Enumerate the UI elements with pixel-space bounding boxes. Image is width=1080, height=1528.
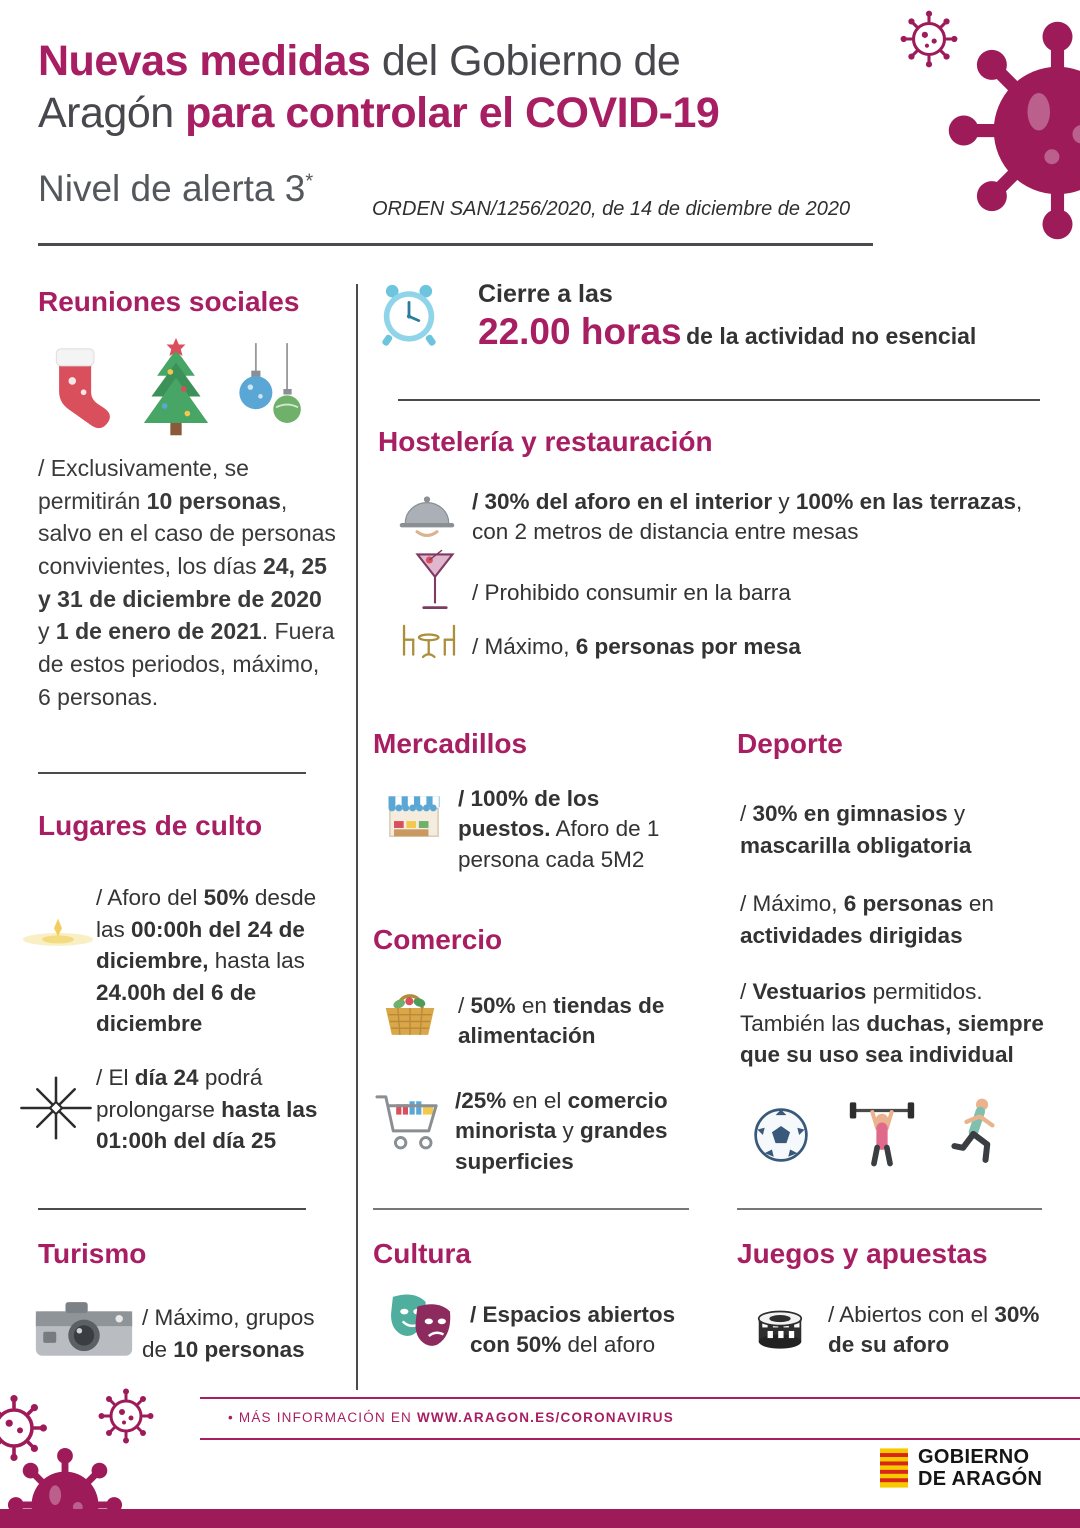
left-divider-2 xyxy=(38,1208,306,1210)
football-icon xyxy=(752,1106,810,1164)
cloche-icon xyxy=(396,490,458,540)
theater-masks-icon xyxy=(380,1292,458,1354)
mercadillos-item-1: / 100% de los puestos. Aforo de 1 persona cada 5M2 xyxy=(458,786,660,872)
ornaments-icon xyxy=(232,340,310,438)
section-title-culto: Lugares de culto xyxy=(38,810,263,841)
closure-line1: Cierre a las xyxy=(478,280,613,308)
stocking-icon xyxy=(44,342,110,434)
shopping-cart-icon xyxy=(374,1082,448,1162)
deporte-item-3: / Vestuarios permitidos. También las duchas, siempre que su uso sea individual xyxy=(740,979,1044,1067)
weightlifting-icon xyxy=(846,1096,918,1170)
closure-suffix: de la actividad no esencial xyxy=(686,323,977,349)
logo-text xyxy=(918,1446,1042,1490)
section-title-hosteleria: Hostelería y restauración xyxy=(378,426,713,457)
footer-rule-bottom xyxy=(200,1438,1080,1440)
market-stall-icon xyxy=(383,790,445,848)
reuniones-body: / Exclusivamente, se permitirán 10 personas, salvo en el caso de personas convivientes, los días 24, 25 y 31 de diciembre de 2020 y 1 de enero de 2021. Fuera de estos periodos, máximo, 6 personas. xyxy=(38,455,336,710)
runner-icon xyxy=(946,1096,1006,1172)
deporte-item-1: / 30% en gimnasios y mascarilla obligatoria xyxy=(740,801,972,858)
culto-item-2: / El día 24 podrá prolongarse hasta las 01:00h del día 25 xyxy=(96,1065,318,1153)
alarm-clock-icon xyxy=(374,278,444,352)
header-rule xyxy=(38,243,873,246)
virus-outline-icon xyxy=(96,1386,156,1446)
star-icon xyxy=(20,1072,92,1144)
footer-info-prefix: MÁS INFORMACIÓN EN xyxy=(238,1410,417,1425)
left-divider-1 xyxy=(38,772,306,774)
footer-info-url[interactable]: WWW.ARAGON.ES/CORONAVIRUS xyxy=(416,1410,674,1425)
alert-level xyxy=(38,168,313,210)
footer-rule-top xyxy=(200,1397,1080,1399)
hosteleria-item-1: / 30% del aforo en el interior y 100% en las terrazas, con 2 metros de distancia entre mesas xyxy=(472,489,1023,545)
basket-icon xyxy=(379,984,441,1040)
section-title-comercio: Comercio xyxy=(373,924,503,955)
footer-bullet: • xyxy=(228,1410,234,1425)
section-title-mercadillos: Mercadillos xyxy=(373,728,528,759)
christmas-tree-icon xyxy=(126,336,226,440)
closure-banner xyxy=(478,280,1048,353)
hosteleria-item-2: / Prohibido consumir en la barra xyxy=(472,580,791,605)
juegos-item-1: / Abiertos con el 30% de su aforo xyxy=(828,1302,1040,1358)
gobierno-aragon-logo xyxy=(880,1446,1042,1490)
cultura-item-1: / Espacios abiertos con 50% del aforo xyxy=(470,1302,676,1358)
virus-solid-icon xyxy=(945,18,1080,243)
aragon-flag-icon xyxy=(880,1447,908,1489)
closure-line2 xyxy=(478,311,1048,353)
hosteleria-item-3: / Máximo, 6 personas por mesa xyxy=(472,634,801,659)
cocktail-icon xyxy=(414,548,456,614)
section-title-deporte: Deporte xyxy=(737,728,843,759)
deporte-item-2: / Máximo, 6 personas en actividades dirigidas xyxy=(740,891,994,948)
section-title-juegos: Juegos y apuestas xyxy=(737,1238,988,1269)
closure-time: 22.00 horas xyxy=(478,311,682,352)
comercio-item-2: /25% en el comercio minorista y grandes superficies xyxy=(455,1088,668,1174)
section-title-cultura: Cultura xyxy=(373,1238,471,1269)
comercio-item-1: / 50% en tiendas de alimentación xyxy=(458,993,665,1049)
camera-icon xyxy=(34,1296,134,1360)
right-divider xyxy=(737,1208,1042,1210)
closure-rule xyxy=(398,399,1040,401)
page-title-line1: Nuevas medidas del Gobierno de xyxy=(38,37,681,85)
footer-info xyxy=(228,1410,674,1425)
vertical-divider xyxy=(356,284,358,1390)
culto-item-1: / Aforo del 50% desde las 00:00h del 24 de diciembre, hasta las 24.00h del 6 de diciembre xyxy=(96,885,317,1036)
poker-chips-icon xyxy=(748,1292,812,1354)
page-title xyxy=(38,36,878,139)
bottom-bar xyxy=(0,1509,1080,1528)
turismo-item-1: / Máximo, grupos de 10 personas xyxy=(142,1305,315,1362)
candle-icon xyxy=(18,912,98,954)
order-reference: ORDEN SAN/1256/2020, de 14 de diciembre de 2020 xyxy=(372,198,851,220)
page-title-line2: Aragón para controlar el COVID-19 xyxy=(38,88,720,137)
alert-asterisk: * xyxy=(305,170,314,193)
logo-line2: DE ARAGÓN xyxy=(918,1468,1043,1490)
alert-level-text: Nivel de alerta 3 xyxy=(38,168,306,209)
section-title-turismo: Turismo xyxy=(38,1238,147,1269)
section-title-reuniones: Reuniones sociales xyxy=(38,286,300,317)
mid-divider xyxy=(373,1208,689,1210)
table-chairs-icon xyxy=(396,620,462,664)
logo-line1: GOBIERNO xyxy=(918,1446,1030,1468)
